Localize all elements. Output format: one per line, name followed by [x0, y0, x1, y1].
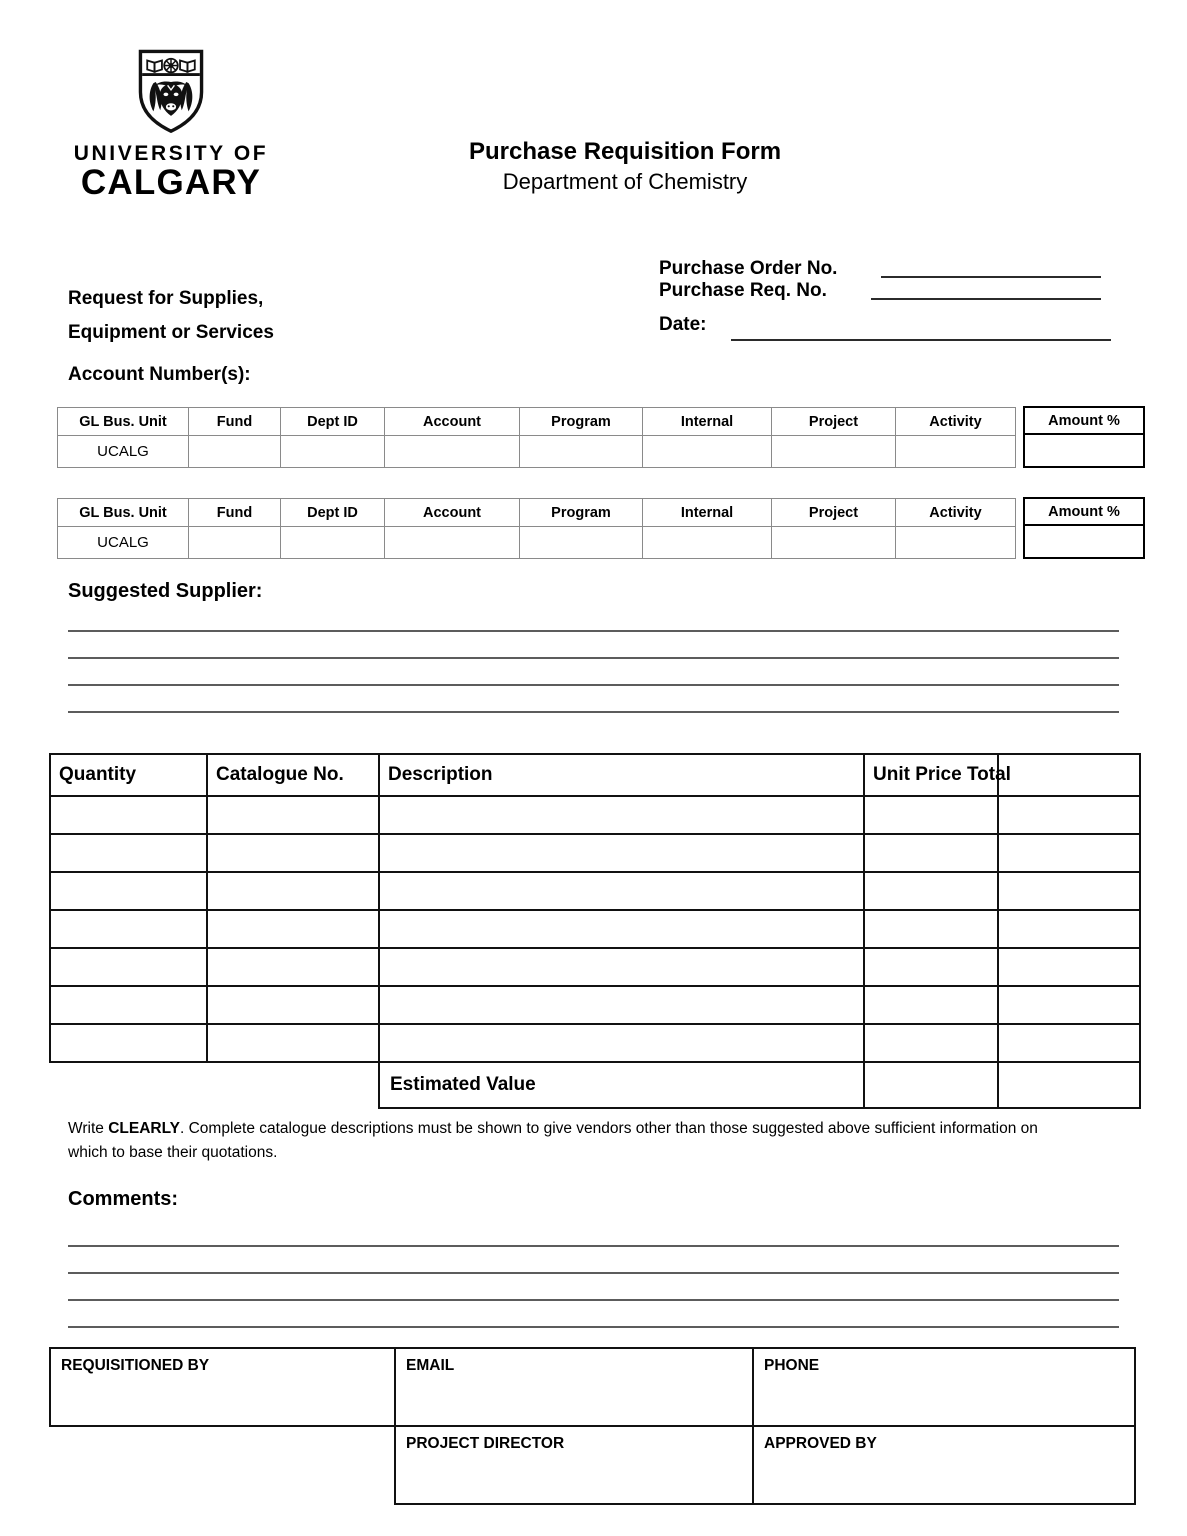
col-amount-percent: Amount % [1024, 498, 1144, 525]
cell-project[interactable] [772, 527, 896, 559]
col-amount-percent: Amount % [1024, 407, 1144, 434]
signature-row-1 [50, 1348, 1135, 1426]
comments-line-2[interactable] [68, 1272, 1119, 1274]
col-internal: Internal [643, 499, 772, 527]
cell-description[interactable] [379, 872, 864, 910]
account-table-1-value-row [58, 436, 1016, 468]
comments-line-1[interactable] [68, 1245, 1119, 1247]
write-clearly-note [68, 1117, 1068, 1165]
cell-quantity[interactable] [50, 910, 207, 948]
col-project: Project [772, 499, 896, 527]
col-total [998, 754, 1140, 796]
request-for-heading [68, 282, 498, 350]
cell-quantity[interactable] [50, 948, 207, 986]
cell-gl-bus-unit[interactable]: UCALG [58, 436, 189, 468]
purchase-req-no-label: Purchase Req. No. [659, 280, 827, 301]
comments-line-4[interactable] [68, 1326, 1119, 1328]
logo-text-university-of: UNIVERSITY OF [73, 142, 269, 165]
cell-unit-price[interactable] [864, 796, 998, 834]
cell-quantity[interactable] [50, 1024, 207, 1062]
university-logo [66, 48, 276, 202]
estimated-value-label: Estimated Value [379, 1062, 864, 1108]
cell-description[interactable] [379, 1024, 864, 1062]
cell-quantity[interactable] [50, 796, 207, 834]
supplier-line-4[interactable] [68, 711, 1119, 713]
cell-activity[interactable] [896, 527, 1016, 559]
cell-total[interactable] [998, 796, 1140, 834]
logo-text-calgary: CALGARY [80, 163, 262, 203]
amount-value-row [1024, 525, 1144, 558]
purchase-order-fields [659, 258, 1119, 344]
request-for-line-1: Request for Supplies, [68, 288, 264, 309]
col-quantity: Quantity [50, 754, 207, 796]
col-fund: Fund [189, 408, 281, 436]
purchase-order-no-input[interactable] [881, 276, 1101, 278]
signature-row-2-spacer [50, 1426, 395, 1504]
col-description: Description [379, 754, 864, 796]
cell-description[interactable] [379, 986, 864, 1024]
account-table-1-header-row [58, 408, 1016, 436]
cell-unit-price[interactable] [864, 834, 998, 872]
table-row [50, 986, 1140, 1024]
items-header-row [50, 754, 1140, 796]
page-title: Purchase Requisition Form [468, 138, 782, 165]
comments-heading: Comments: [68, 1188, 179, 1210]
suggested-supplier-heading: Suggested Supplier: [68, 580, 263, 602]
cell-catalogue-no[interactable] [207, 1024, 379, 1062]
col-activity: Activity [896, 408, 1016, 436]
cell-catalogue-no[interactable] [207, 872, 379, 910]
cell-dept-id[interactable] [281, 527, 385, 559]
note-lead: Write [68, 1120, 109, 1137]
request-for-line-2: Equipment or Services [68, 321, 274, 343]
date-row [659, 314, 1119, 344]
col-program: Program [520, 408, 643, 436]
table-row [50, 872, 1140, 910]
cell-amount-percent[interactable] [1024, 434, 1144, 467]
col-catalogue-no: Catalogue No. [207, 754, 379, 796]
cell-fund[interactable] [189, 436, 281, 468]
account-table-1 [57, 407, 1016, 468]
col-activity: Activity [896, 499, 1016, 527]
estimated-value-total-cell[interactable] [998, 1062, 1140, 1108]
requisitioned-by-field[interactable]: REQUISITIONED BY [50, 1348, 395, 1426]
col-fund: Fund [189, 499, 281, 527]
purchase-order-no-row [659, 258, 1119, 280]
cell-dept-id[interactable] [281, 436, 385, 468]
col-unit-price-and-total-label: Unit Price Total [873, 764, 1011, 785]
amount-header-row [1024, 498, 1144, 525]
table-row [50, 796, 1140, 834]
estimated-value-row [50, 1062, 1140, 1108]
col-program: Program [520, 499, 643, 527]
cell-quantity[interactable] [50, 834, 207, 872]
table-row [50, 910, 1140, 948]
document-title-block [380, 136, 870, 197]
cell-total[interactable] [998, 834, 1140, 872]
note-rest: . Complete catalogue descriptions must be shown to give vendors other than those suggested above sufficient information on which to base their quotations. [68, 1120, 1038, 1162]
col-gl-bus-unit: GL Bus. Unit [58, 499, 189, 527]
cell-total[interactable] [998, 986, 1140, 1024]
cell-program[interactable] [520, 527, 643, 559]
cell-total[interactable] [998, 1024, 1140, 1062]
cell-catalogue-no[interactable] [207, 796, 379, 834]
items-table [49, 753, 1141, 1109]
account-table-2 [57, 498, 1016, 559]
supplier-line-3[interactable] [68, 684, 1119, 686]
col-account: Account [385, 499, 520, 527]
cell-total[interactable] [998, 948, 1140, 986]
date-label: Date: [659, 314, 707, 335]
cell-internal[interactable] [643, 436, 772, 468]
cell-project[interactable] [772, 436, 896, 468]
cell-account[interactable] [385, 436, 520, 468]
cell-quantity[interactable] [50, 986, 207, 1024]
cell-program[interactable] [520, 436, 643, 468]
cell-quantity[interactable] [50, 872, 207, 910]
cell-fund[interactable] [189, 527, 281, 559]
account-table-2-value-row [58, 527, 1016, 559]
col-dept-id: Dept ID [281, 408, 385, 436]
cell-description[interactable] [379, 910, 864, 948]
table-row [50, 1024, 1140, 1062]
col-project: Project [772, 408, 896, 436]
estimated-value-unit-price-cell[interactable] [864, 1062, 998, 1108]
cell-catalogue-no[interactable] [207, 948, 379, 986]
cell-gl-bus-unit[interactable]: UCALG [58, 527, 189, 559]
supplier-line-1[interactable] [68, 630, 1119, 632]
cell-account[interactable] [385, 527, 520, 559]
cell-unit-price[interactable] [864, 948, 998, 986]
cell-description[interactable] [379, 834, 864, 872]
account-numbers-heading: Account Number(s): [68, 364, 251, 385]
col-dept-id: Dept ID [281, 499, 385, 527]
cell-unit-price[interactable] [864, 910, 998, 948]
amount-percent-box-2 [1023, 497, 1145, 559]
note-emphasis: CLEARLY [108, 1120, 180, 1137]
cell-activity[interactable] [896, 436, 1016, 468]
signature-row-2 [50, 1426, 1135, 1504]
approved-by-field[interactable]: APPROVED BY [753, 1426, 1135, 1504]
project-director-field[interactable]: PROJECT DIRECTOR [395, 1426, 753, 1504]
cell-internal[interactable] [643, 527, 772, 559]
cell-description[interactable] [379, 948, 864, 986]
page-subtitle: Department of Chemistry [502, 169, 748, 195]
cell-catalogue-no[interactable] [207, 910, 379, 948]
cell-amount-percent[interactable] [1024, 525, 1144, 558]
amount-value-row [1024, 434, 1144, 467]
cell-unit-price[interactable] [864, 1024, 998, 1062]
cell-catalogue-no[interactable] [207, 834, 379, 872]
purchase-req-no-row [659, 280, 1119, 302]
comments-line-3[interactable] [68, 1299, 1119, 1301]
cell-unit-price[interactable] [864, 986, 998, 1024]
cell-total[interactable] [998, 872, 1140, 910]
col-unit-price [864, 754, 1011, 796]
cell-total[interactable] [998, 910, 1140, 948]
col-gl-bus-unit: GL Bus. Unit [58, 408, 189, 436]
table-row [50, 834, 1140, 872]
account-table-2-header-row [58, 499, 1016, 527]
estimated-value-spacer-catalogue [207, 1062, 379, 1108]
purchase-req-no-input[interactable] [871, 298, 1101, 300]
estimated-value-spacer-quantity [50, 1062, 207, 1108]
cell-unit-price[interactable] [864, 872, 998, 910]
table-row [50, 948, 1140, 986]
amount-percent-box-1 [1023, 406, 1145, 468]
amount-header-row [1024, 407, 1144, 434]
cell-description[interactable] [379, 796, 864, 834]
uofc-shield-crest-icon [137, 48, 205, 134]
email-field[interactable]: EMAIL [395, 1348, 753, 1426]
col-account: Account [385, 408, 520, 436]
cell-catalogue-no[interactable] [207, 986, 379, 1024]
purchase-order-no-label: Purchase Order No. [659, 258, 838, 279]
phone-field[interactable]: PHONE [753, 1348, 1135, 1426]
signature-table [49, 1347, 1136, 1505]
col-internal: Internal [643, 408, 772, 436]
date-input[interactable] [731, 339, 1111, 341]
supplier-line-2[interactable] [68, 657, 1119, 659]
